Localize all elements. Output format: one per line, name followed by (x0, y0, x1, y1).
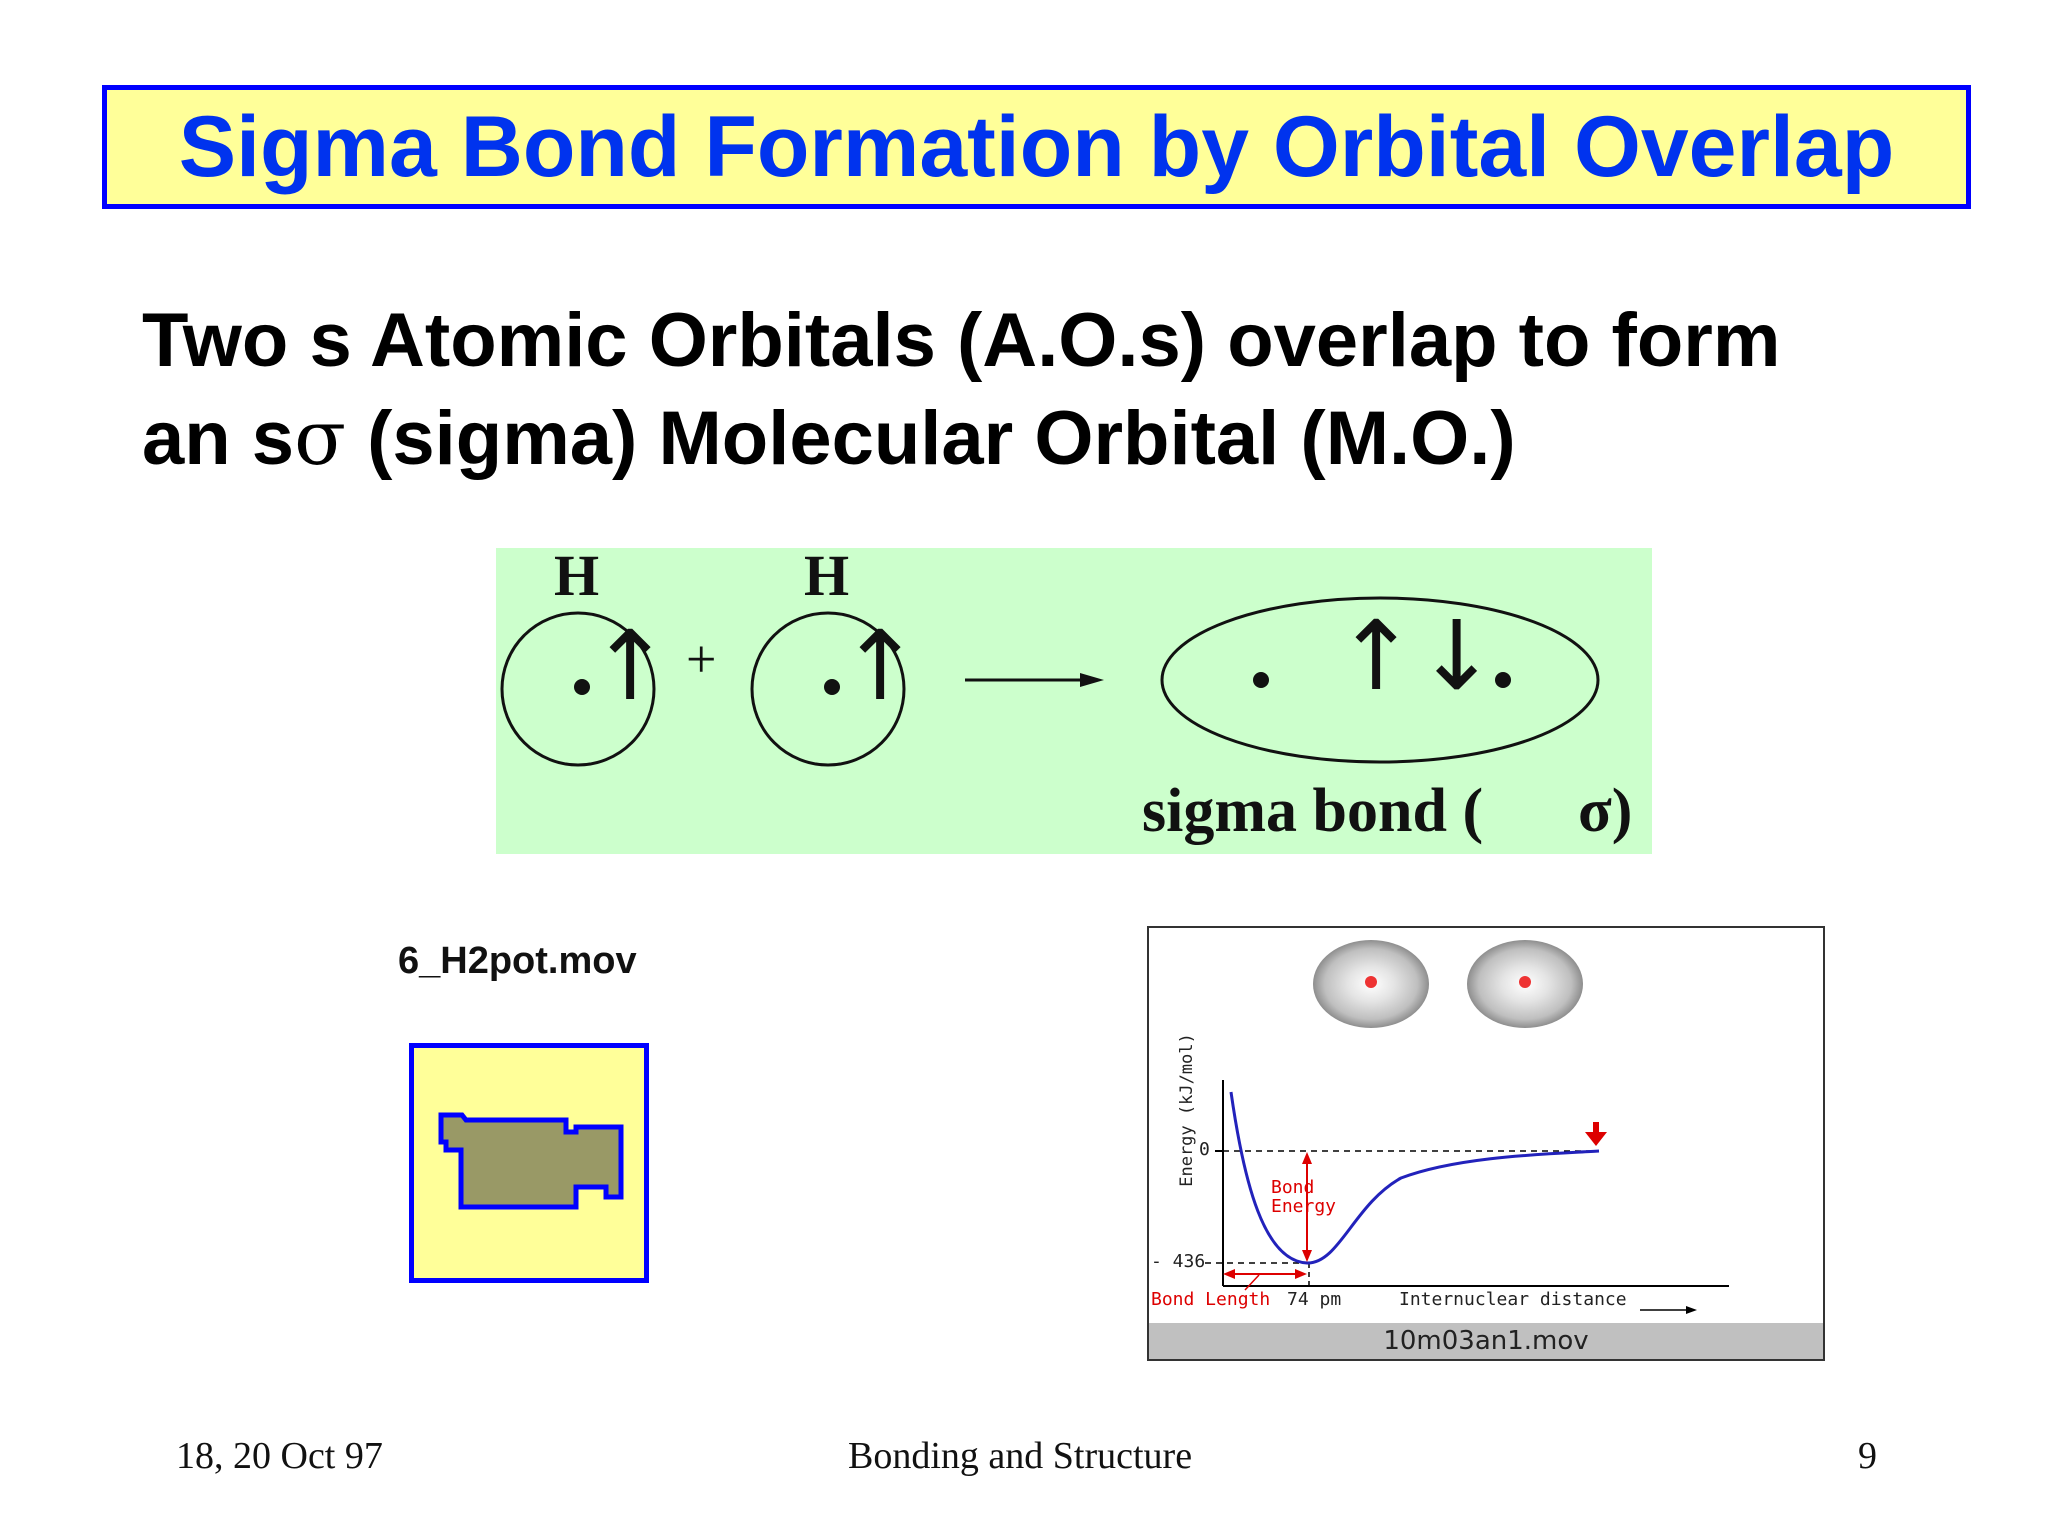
atom1-electron-spin: ↑ (590, 610, 671, 722)
bond-energy-label-2: Energy (1271, 1196, 1337, 1217)
subtitle-line-1: Two s Atomic Orbitals (A.O.s) overlap to form (142, 298, 1781, 383)
atom1-label: H (554, 543, 600, 608)
footer-date: 18, 20 Oct 97 (176, 1435, 383, 1477)
subtitle-line-2-start: an s (142, 396, 295, 481)
page-number: 9 (1858, 1435, 1877, 1477)
h-nucleus-1 (1365, 976, 1377, 988)
movie1-button[interactable] (409, 1043, 649, 1283)
end-red-arrow (1585, 1122, 1607, 1146)
orbital-overlap-diagram (496, 543, 1652, 854)
subtitle-line-2 (142, 389, 1942, 487)
mo-nucleus-1 (1253, 672, 1269, 688)
footer-course: Bonding and Structure (848, 1435, 1193, 1477)
movie2-potential-energy-plot[interactable] (1147, 926, 1825, 1361)
bond-length-leader (1245, 1275, 1259, 1290)
bond-length-label: Bond Length (1151, 1289, 1271, 1310)
mo-nucleus-2 (1495, 672, 1511, 688)
slide-title-box (102, 85, 1971, 209)
bond-length-value: 74 pm (1287, 1289, 1342, 1310)
x-axis-direction-arrow (1640, 1306, 1697, 1314)
slide-title: Sigma Bond Formation by Orbital Overlap (178, 98, 1895, 195)
atom2-electron-spin: ↑ (840, 610, 921, 722)
atom2-nucleus (824, 679, 840, 695)
movie2-filename: 10m03an1.mov (1149, 1323, 1823, 1359)
bond-energy-label-1: Bond (1271, 1177, 1315, 1198)
atom1-nucleus (574, 679, 590, 695)
atom2-label: H (804, 543, 850, 608)
slide-subtitle (142, 292, 1942, 487)
electron-pair-spins: ↑↓ (1336, 600, 1497, 712)
y-tick-min: - 436 (1151, 1251, 1206, 1272)
bond-length-arrow (1223, 1269, 1307, 1279)
sigma-bond-label: sigma bond ( (1142, 777, 1484, 845)
movie-camera-icon (414, 1048, 644, 1278)
subtitle-sigma-symbol: σ (294, 393, 346, 482)
y-axis-label: Energy (kJ/mol) (1177, 1033, 1197, 1187)
h-nucleus-2 (1519, 976, 1531, 988)
plus-sign: + (686, 629, 717, 689)
sigma-bond-symbol: σ) (1578, 777, 1633, 845)
subtitle-line-2-end: (sigma) Molecular Orbital (M.O.) (345, 396, 1516, 481)
y-tick-zero: 0 (1199, 1139, 1210, 1160)
x-axis-label: Internuclear distance (1399, 1289, 1627, 1310)
movie1-filename: 6_H2pot.mov (398, 940, 637, 982)
reaction-arrow (965, 673, 1104, 687)
